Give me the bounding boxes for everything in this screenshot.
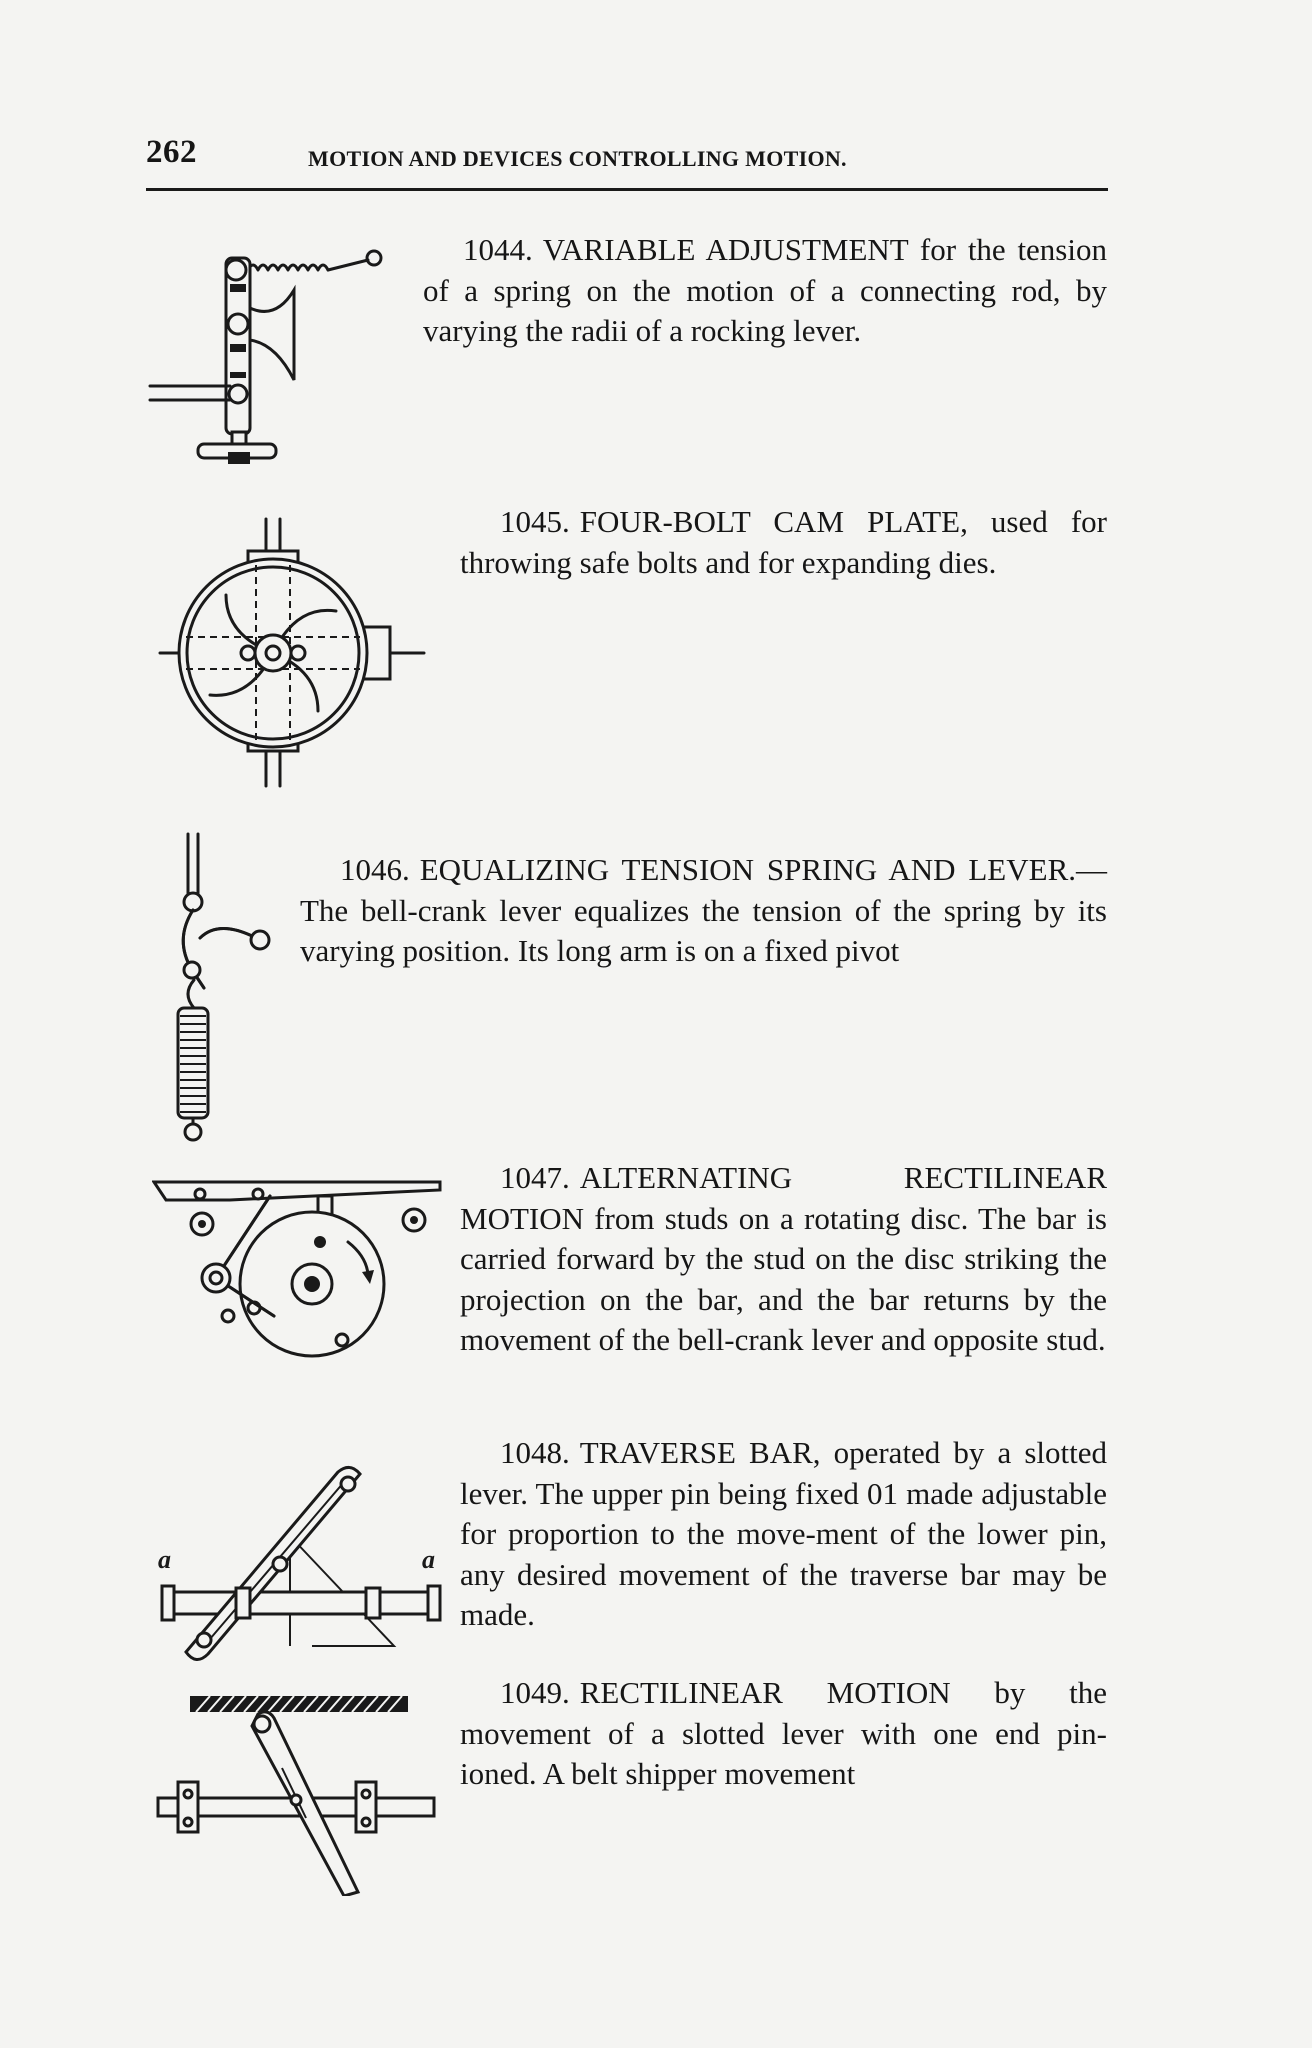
entry-number: 1049. [500, 1675, 570, 1710]
entry-number: 1044. [463, 232, 533, 267]
figure-1046-equalizing-spring-lever [160, 830, 280, 1160]
figure-1047-rotating-disc-studs [152, 1168, 444, 1368]
figure-1044-variable-adjustment [146, 240, 386, 470]
entry-text: TRAVERSE BAR, operated by a slotted lever. The upper pin being fixed 01 made adjustable for proportion to the move-ment of the lower pin, any desired movement of the traverse bar may be made. [460, 1435, 1107, 1632]
entry-1047 [460, 1158, 1107, 1361]
page-number: 262 [146, 134, 197, 170]
header-rule [146, 188, 1108, 191]
entry-number: 1046. [340, 852, 410, 887]
entry-1048 [460, 1433, 1107, 1636]
fig-label-a-right: a [422, 1545, 435, 1574]
figure-1045-four-bolt-cam-plate [156, 515, 428, 790]
entry-1045 [460, 502, 1107, 583]
entry-text: VARIABLE ADJUSTMENT for the tension of a spring on the motion of a connecting rod, by varying the radii of a rocking lever. [423, 232, 1107, 348]
entry-1044 [423, 230, 1107, 352]
entry-text: FOUR-BOLT CAM PLATE, used for throwing safe bolts and for expanding dies. [460, 504, 1107, 580]
running-title: MOTION AND DEVICES CONTROLLING MOTION. [308, 146, 847, 171]
figure-1048-traverse-bar [152, 1460, 448, 1680]
entry-text: ALTERNATING RECTILINEAR MOTION from studs on a rotating disc. The bar is carried forward by the stud on the disc striking the projection on the bar, and the bar returns by the movement of the bell-crank lever and opposite stud. [460, 1160, 1107, 1357]
fig-label-a-left: a [158, 1545, 171, 1574]
entry-1046 [300, 850, 1107, 972]
entry-number: 1048. [500, 1435, 570, 1470]
entry-text: EQUALIZING TENSION SPRING AND LEVER.—The bell-crank lever equalizes the tension of the spring by its varying position. Its long arm is on a fixed pivot [300, 852, 1107, 968]
entry-1049 [460, 1673, 1107, 1795]
entry-number: 1047. [500, 1160, 570, 1195]
figure-1049-belt-shipper [156, 1686, 440, 1896]
entry-number: 1045. [500, 504, 570, 539]
entry-text: RECTILINEAR MOTION by the movement of a slotted lever with one end pin-ioned. A belt shipper movement [460, 1675, 1107, 1791]
